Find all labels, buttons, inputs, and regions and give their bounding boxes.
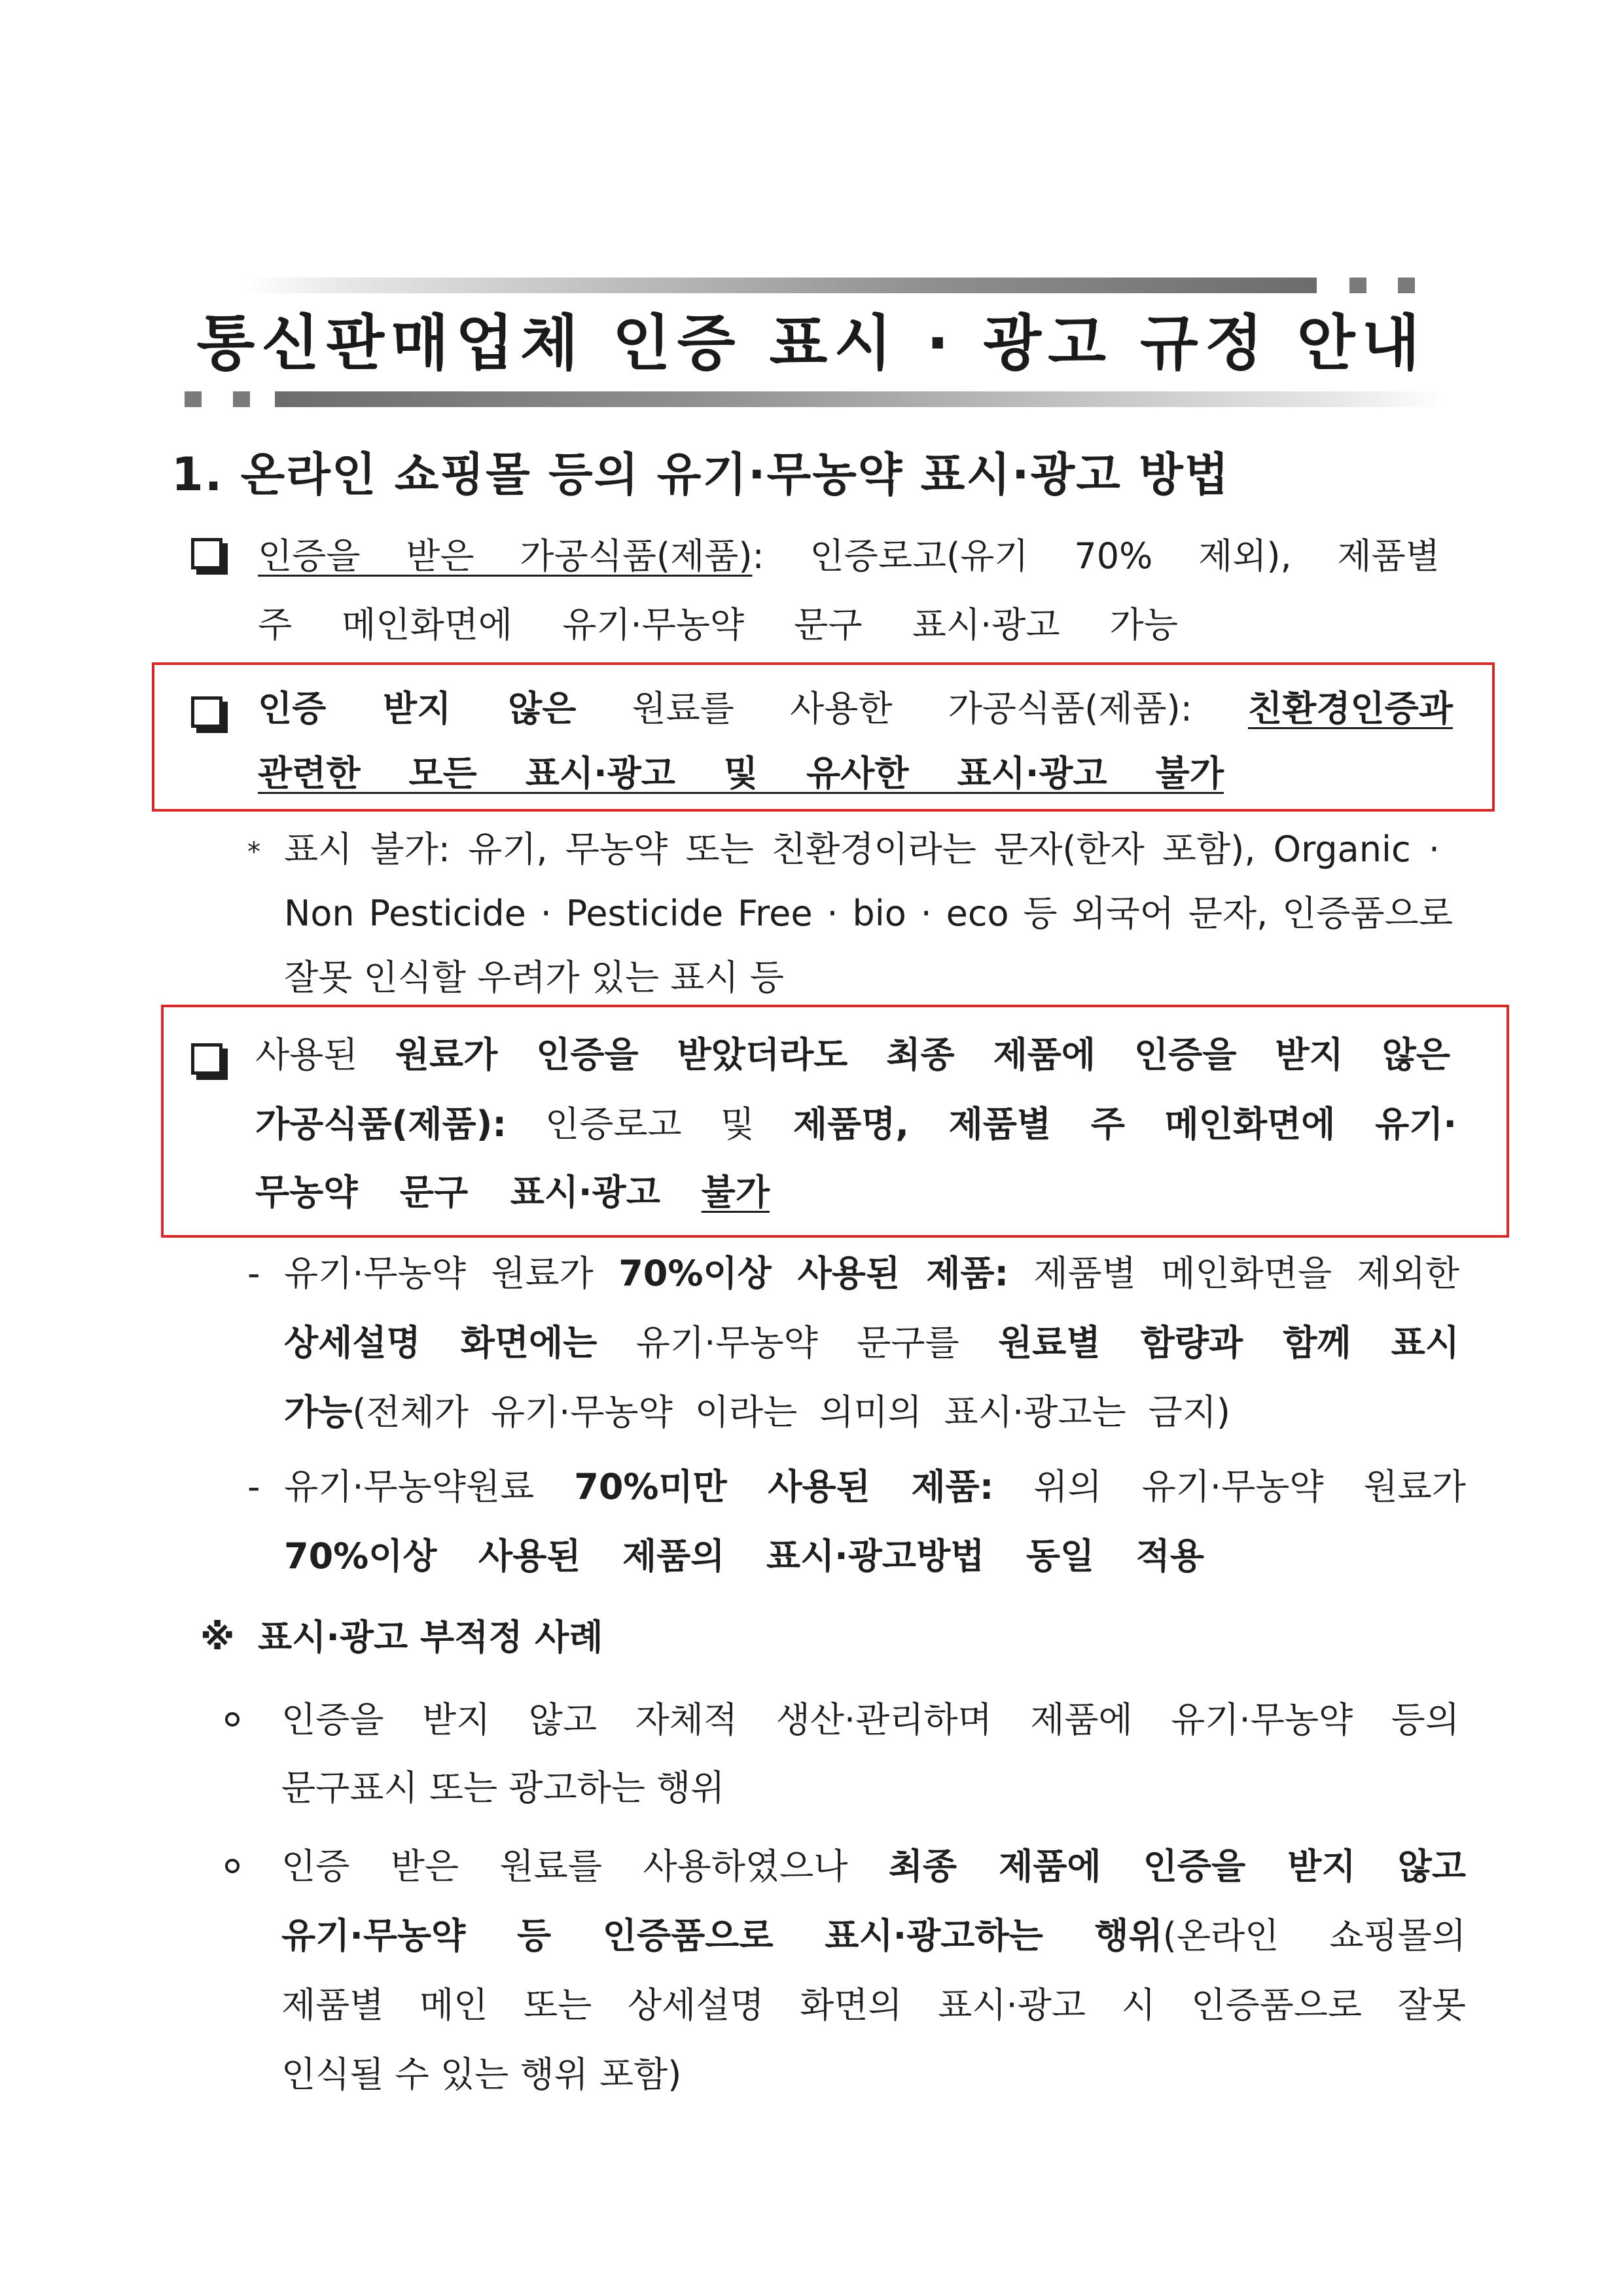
note-line-2: Non Pesticide · Pesticide Free · bio · eco 등 외국어 문자, 인증품으로 <box>284 893 1453 934</box>
reference-mark: ※ <box>200 1617 235 1658</box>
dash-marker: - <box>247 1253 260 1294</box>
item-1-line-1 <box>258 530 1440 583</box>
title-bottom-bar <box>275 391 1446 407</box>
case-2-line-1: 인증 받은 원료를 사용하였으나 최종 제품에 인증을 받지 않고 <box>281 1846 1466 1887</box>
dash-marker: - <box>247 1466 260 1507</box>
section-1-heading: 1. 온라인 쇼핑몰 등의 유기·무농약 표시·광고 방법 <box>171 448 1230 501</box>
dash-1-line-1: 유기·무농약 원료가 70%이상 사용된 제품: 제품별 메인화면을 제외한 <box>284 1253 1460 1294</box>
improper-cases-heading: 표시·광고 부적정 사례 <box>258 1617 603 1658</box>
note-line-3: 잘못 인식할 우려가 있는 표시 등 <box>284 957 784 998</box>
case-2-line-2: 유기·무농약 등 인증품으로 표시·광고하는 행위(온라인 쇼핑몰의 <box>281 1915 1466 1956</box>
item-1-text: : 인증로고(유기 70% 제외), 제품별 <box>752 535 1440 577</box>
item-2-line-2: 관련한 모든 표시·광고 및 유사한 표시·광고 불가 <box>258 753 1224 794</box>
dash-1-line-3: 가능(전체가 유기·무농약 이라는 의미의 표시·광고는 금지) <box>284 1391 1230 1433</box>
item-3-line-2: 가공식품(제품): 인증로고 및 제품명, 제품별 주 메인화면에 유기· <box>255 1103 1457 1145</box>
dash-1-line-2: 상세설명 화면에는 유기·무농약 문구를 원료별 함량과 함께 표시 <box>284 1322 1459 1363</box>
title-top-square <box>1349 278 1366 293</box>
checkbox-icon <box>191 538 223 569</box>
checkbox-icon <box>191 696 223 728</box>
circle-bullet-icon <box>225 1859 240 1873</box>
title-top-bar <box>243 278 1317 293</box>
note-line-1: 표시 불가: 유기, 무농약 또는 친환경이라는 문자(한자 포함), Organic · <box>284 829 1440 870</box>
note-marker: * <box>247 837 260 867</box>
dash-2-line-1: 유기·무농약원료 70%미만 사용된 제품: 위의 유기·무농약 원료가 <box>284 1466 1466 1507</box>
item-3-line-1: 사용된 원료가 인증을 받았더라도 최종 제품에 인증을 받지 않은 <box>255 1034 1450 1075</box>
case-1-line-2: 문구표시 또는 광고하는 행위 <box>281 1767 725 1808</box>
document-title: 통신판매업체 인증 표시 · 광고 규정 안내 <box>196 308 1427 378</box>
item-1-line-2: 주 메인화면에 유기·무농약 문구 표시·광고 가능 <box>258 604 1178 645</box>
title-top-square <box>1398 278 1415 293</box>
case-2-line-4: 인식될 수 있는 행위 포함) <box>281 2054 682 2095</box>
item-3-line-3: 무농약 문구 표시·광고 불가 <box>255 1172 770 1213</box>
case-1-line-1: 인증을 받지 않고 자체적 생산·관리하며 제품에 유기·무농약 등의 <box>281 1699 1459 1740</box>
case-2-line-3: 제품별 메인 또는 상세설명 화면의 표시·광고 시 인증품으로 잘못 <box>281 1984 1466 2026</box>
circle-bullet-icon <box>225 1712 240 1727</box>
dash-2-line-2: 70%이상 사용된 제품의 표시·광고방법 동일 적용 <box>284 1535 1204 1577</box>
item-1-label: 인증을 받은 가공식품(제품) <box>258 535 753 577</box>
item-2-line-1: 인증 받지 않은 원료를 사용한 가공식품(제품): 친환경인증과 <box>258 688 1453 729</box>
title-bottom-square <box>233 391 250 407</box>
title-bottom-square <box>185 391 202 407</box>
checkbox-icon <box>191 1043 223 1075</box>
